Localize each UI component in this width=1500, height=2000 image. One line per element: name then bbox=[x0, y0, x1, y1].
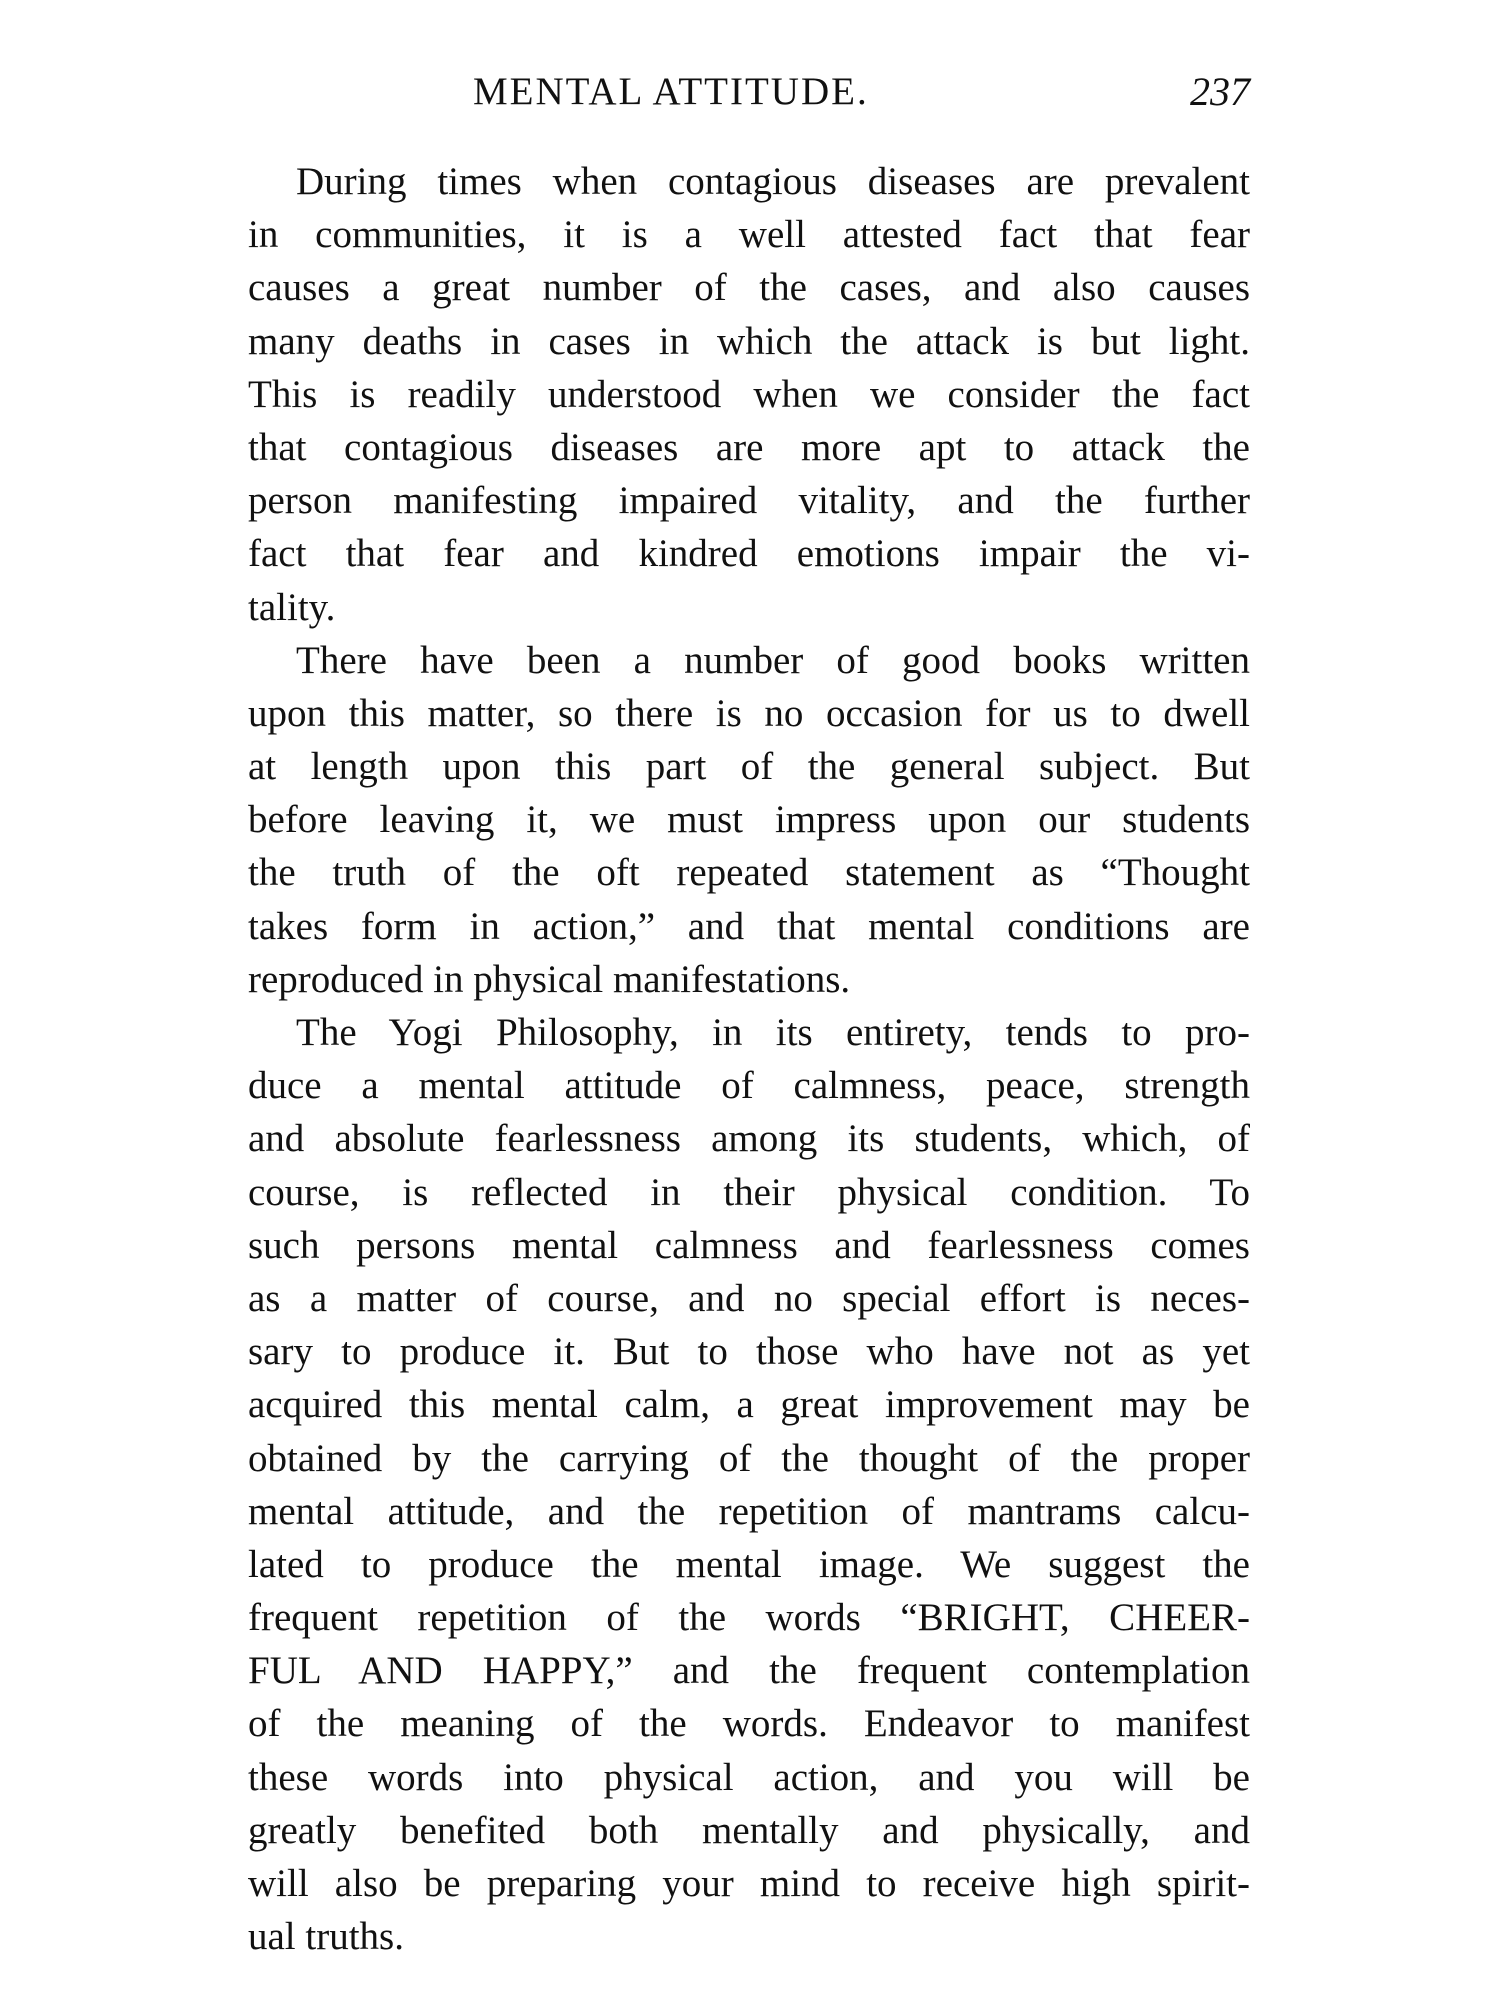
text-line: in communities, it is a well attested fact that fear bbox=[248, 213, 1250, 257]
text-line: There have been a number of good books written bbox=[296, 638, 1250, 682]
text-line: the truth of the oft repeated statement as “Thought bbox=[248, 851, 1250, 895]
text-line: mental attitude, and the repetition of mantrams calcu- bbox=[248, 1489, 1250, 1533]
text-line: ual truths. bbox=[248, 1915, 404, 1959]
paragraph-3 bbox=[248, 1006, 1250, 1963]
text-line: frequent repetition of the words “BRIGHT, CHEER- bbox=[248, 1596, 1250, 1640]
paragraph-2 bbox=[248, 634, 1250, 1006]
text-line: upon this matter, so there is no occasion for us to dwell bbox=[248, 691, 1250, 735]
text-line: This is readily understood when we consider the fact bbox=[248, 372, 1250, 416]
text-line: sary to produce it. But to those who have not as yet bbox=[248, 1330, 1250, 1374]
text-line: of the meaning of the words. Endeavor to manifest bbox=[248, 1702, 1250, 1746]
text-line: that contagious diseases are more apt to attack the bbox=[248, 425, 1250, 469]
body-text bbox=[248, 155, 1250, 1963]
text-line: before leaving it, we must impress upon our students bbox=[248, 798, 1250, 842]
text-line: duce a mental attitude of calmness, peace, strength bbox=[248, 1064, 1250, 1108]
page-number: 237 bbox=[1190, 69, 1250, 114]
text-line: During times when contagious diseases are prevalent bbox=[296, 160, 1250, 203]
text-line: FUL AND HAPPY,” and the frequent contemplation bbox=[248, 1649, 1250, 1693]
paragraph-1 bbox=[248, 155, 1250, 634]
text-line: tality. bbox=[248, 585, 336, 629]
running-head bbox=[248, 62, 1250, 122]
text-line: takes form in action,” and that mental conditions are bbox=[248, 904, 1250, 948]
running-title: MENTAL ATTITUDE. bbox=[473, 70, 869, 113]
text-line: fact that fear and kindred emotions impair the vi- bbox=[248, 532, 1250, 576]
text-line: The Yogi Philosophy, in its entirety, tends to pro- bbox=[296, 1011, 1250, 1054]
text-line: obtained by the carrying of the thought of the proper bbox=[248, 1436, 1250, 1480]
text-line: acquired this mental calm, a great improvement may be bbox=[248, 1383, 1250, 1427]
text-line: person manifesting impaired vitality, and the further bbox=[248, 479, 1250, 523]
text-line: these words into physical action, and you will be bbox=[248, 1755, 1250, 1799]
text-line: course, is reflected in their physical condition. To bbox=[248, 1170, 1250, 1214]
text-line: and absolute fearlessness among its students, which, of bbox=[248, 1117, 1250, 1161]
text-line: as a matter of course, and no special effort is neces- bbox=[248, 1276, 1250, 1320]
text-line: at length upon this part of the general subject. But bbox=[248, 745, 1250, 789]
text-line: many deaths in cases in which the attack is but light. bbox=[248, 319, 1250, 363]
text-line: will also be preparing your mind to receive high spirit- bbox=[248, 1862, 1250, 1905]
text-line: reproduced in physical manifestations. bbox=[248, 957, 851, 1001]
text-line: such persons mental calmness and fearlessness comes bbox=[248, 1223, 1250, 1267]
text-line: lated to produce the mental image. We suggest the bbox=[248, 1542, 1250, 1586]
text-line: greatly benefited both mentally and physically, and bbox=[248, 1808, 1250, 1852]
text-line: causes a great number of the cases, and also causes bbox=[248, 266, 1250, 310]
